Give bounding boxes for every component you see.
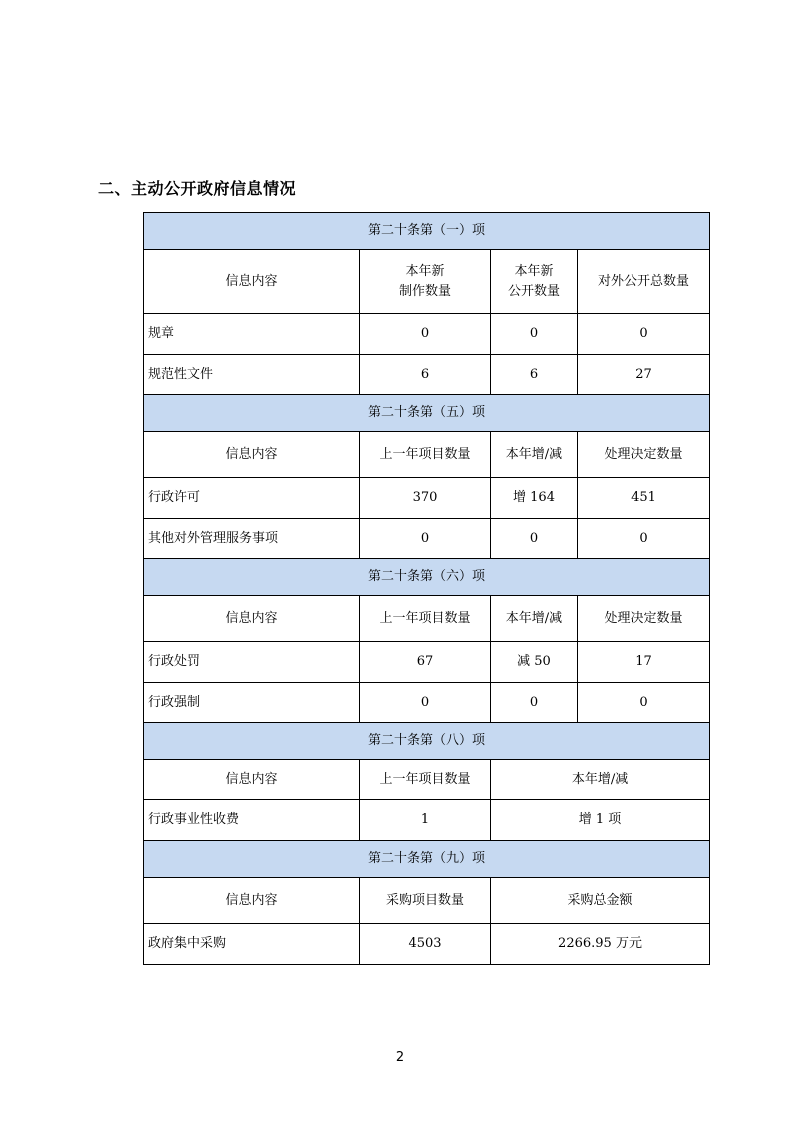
column-header: 信息内容 — [144, 596, 360, 642]
column-header: 处理决定数量 — [578, 596, 710, 642]
table-cell: 0 — [360, 314, 491, 355]
column-header: 信息内容 — [144, 250, 360, 314]
disclosure-table-wrapper — [143, 212, 709, 965]
section-title: 第二十条第（八）项 — [144, 723, 710, 760]
row-label: 行政强制 — [144, 683, 360, 723]
column-header — [360, 250, 491, 314]
table-row — [144, 800, 710, 841]
table-cell: 6 — [491, 355, 578, 395]
row-label: 行政处罚 — [144, 642, 360, 683]
table-cell: 减 50 — [491, 642, 578, 683]
column-header: 上一年项目数量 — [360, 432, 491, 478]
column-header-line: 公开数量 — [507, 283, 560, 299]
column-header: 信息内容 — [144, 432, 360, 478]
column-header: 处理决定数量 — [578, 432, 710, 478]
table-row — [144, 683, 710, 723]
column-header: 信息内容 — [144, 878, 360, 924]
column-header: 采购项目数量 — [360, 878, 491, 924]
table-cell: 增 1 项 — [491, 800, 710, 841]
row-label: 规章 — [144, 314, 360, 355]
disclosure-table — [143, 212, 710, 965]
column-header: 本年增/减 — [491, 432, 578, 478]
table-cell: 0 — [360, 519, 491, 559]
table-cell: 17 — [578, 642, 710, 683]
section-header-row-5 — [144, 395, 710, 432]
table-cell: 0 — [578, 683, 710, 723]
row-label: 政府集中采购 — [144, 924, 360, 965]
table-cell: 1 — [360, 800, 491, 841]
page-number: 2 — [395, 1050, 405, 1065]
column-header-line: 制作数量 — [398, 283, 451, 299]
section-heading: 二、主动公开政府信息情况 — [98, 179, 297, 198]
column-header: 对外公开总数量 — [578, 250, 710, 314]
table-row — [144, 519, 710, 559]
row-label: 其他对外管理服务事项 — [144, 519, 360, 559]
column-header-row — [144, 760, 710, 800]
table-cell: 370 — [360, 478, 491, 519]
table-cell: 0 — [360, 683, 491, 723]
table-cell: 0 — [491, 314, 578, 355]
section-title: 第二十条第（六）项 — [144, 559, 710, 596]
column-header: 采购总金额 — [491, 878, 710, 924]
column-header-row — [144, 432, 710, 478]
row-label: 行政许可 — [144, 478, 360, 519]
table-cell: 增 164 — [491, 478, 578, 519]
column-header-line: 本年新 — [514, 263, 554, 279]
column-header: 本年增/减 — [491, 760, 710, 800]
section-header-row-1 — [144, 213, 710, 250]
table-cell: 27 — [578, 355, 710, 395]
table-cell: 67 — [360, 642, 491, 683]
column-header: 信息内容 — [144, 760, 360, 800]
column-header: 上一年项目数量 — [360, 760, 491, 800]
column-header-row — [144, 878, 710, 924]
table-cell: 4503 — [360, 924, 491, 965]
table-cell: 0 — [578, 519, 710, 559]
table-cell: 0 — [491, 683, 578, 723]
table-row — [144, 355, 710, 395]
column-header-line: 本年新 — [405, 263, 445, 279]
table-row — [144, 478, 710, 519]
section-title: 第二十条第（九）项 — [144, 841, 710, 878]
section-title: 第二十条第（五）项 — [144, 395, 710, 432]
column-header — [491, 250, 578, 314]
row-label: 规范性文件 — [144, 355, 360, 395]
table-row — [144, 924, 710, 965]
table-row — [144, 642, 710, 683]
table-cell: 2266.95 万元 — [491, 924, 710, 965]
section-header-row-9 — [144, 841, 710, 878]
table-cell: 0 — [578, 314, 710, 355]
section-header-row-6 — [144, 559, 710, 596]
column-header-row — [144, 596, 710, 642]
section-title: 第二十条第（一）项 — [144, 213, 710, 250]
column-header: 上一年项目数量 — [360, 596, 491, 642]
table-row — [144, 314, 710, 355]
table-cell: 451 — [578, 478, 710, 519]
section-header-row-8 — [144, 723, 710, 760]
row-label: 行政事业性收费 — [144, 800, 360, 841]
table-cell: 0 — [491, 519, 578, 559]
table-cell: 6 — [360, 355, 491, 395]
column-header: 本年增/减 — [491, 596, 578, 642]
column-header-row — [144, 250, 710, 314]
